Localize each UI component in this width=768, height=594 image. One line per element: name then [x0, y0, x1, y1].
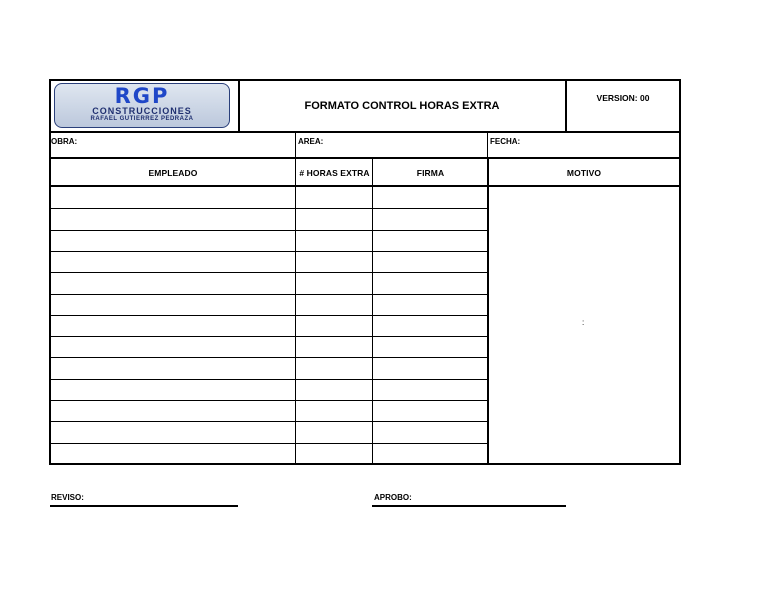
table-row-line	[49, 421, 487, 422]
col-line-2	[372, 159, 373, 464]
area-label: AREA:	[298, 137, 324, 146]
aprobo-signature-line	[372, 505, 566, 507]
table-row-line	[49, 443, 487, 444]
reviso-label: REVISO:	[51, 493, 84, 502]
col-header-empleado: EMPLEADO	[148, 168, 198, 178]
col-line-3	[487, 159, 489, 464]
col-header-firma: FIRMA	[416, 168, 445, 178]
col-header-motivo: MOTIVO	[566, 168, 602, 178]
rgp-logo	[54, 83, 230, 128]
reviso-signature-line	[50, 505, 238, 507]
table-frame	[49, 159, 681, 465]
info-divider-2	[487, 133, 488, 158]
table-row-line	[49, 379, 487, 380]
logo-text-owner: RAFAEL GUTIERREZ PEDRAZA	[90, 116, 194, 122]
table-row-line	[49, 294, 487, 295]
form-title: FORMATO CONTROL HORAS EXTRA	[304, 100, 500, 112]
header-divider-2	[565, 80, 567, 132]
version-label: VERSION: 00	[596, 93, 650, 103]
col-line-1	[295, 159, 296, 464]
info-row	[49, 133, 681, 159]
logo-text-construcciones: CONSTRUCCIONES	[92, 106, 192, 116]
table-row-line	[49, 336, 487, 337]
table-row-line	[49, 251, 487, 252]
table-row-line	[49, 357, 487, 358]
header-bottom-line	[49, 185, 681, 187]
table-row-line	[49, 272, 487, 273]
table-row-line	[49, 400, 487, 401]
obra-label: OBRA:	[51, 137, 78, 146]
logo-text-rgp: RGP	[114, 84, 170, 108]
table-row-line	[49, 208, 487, 209]
fecha-label: FECHA:	[490, 137, 521, 146]
info-divider-1	[295, 133, 296, 158]
col-header-horas: # HORAS EXTRA	[299, 168, 370, 178]
table-row-line	[49, 315, 487, 316]
motivo-value: :	[582, 318, 585, 327]
table-row-line	[49, 230, 487, 231]
aprobo-label: APROBO:	[374, 493, 412, 502]
